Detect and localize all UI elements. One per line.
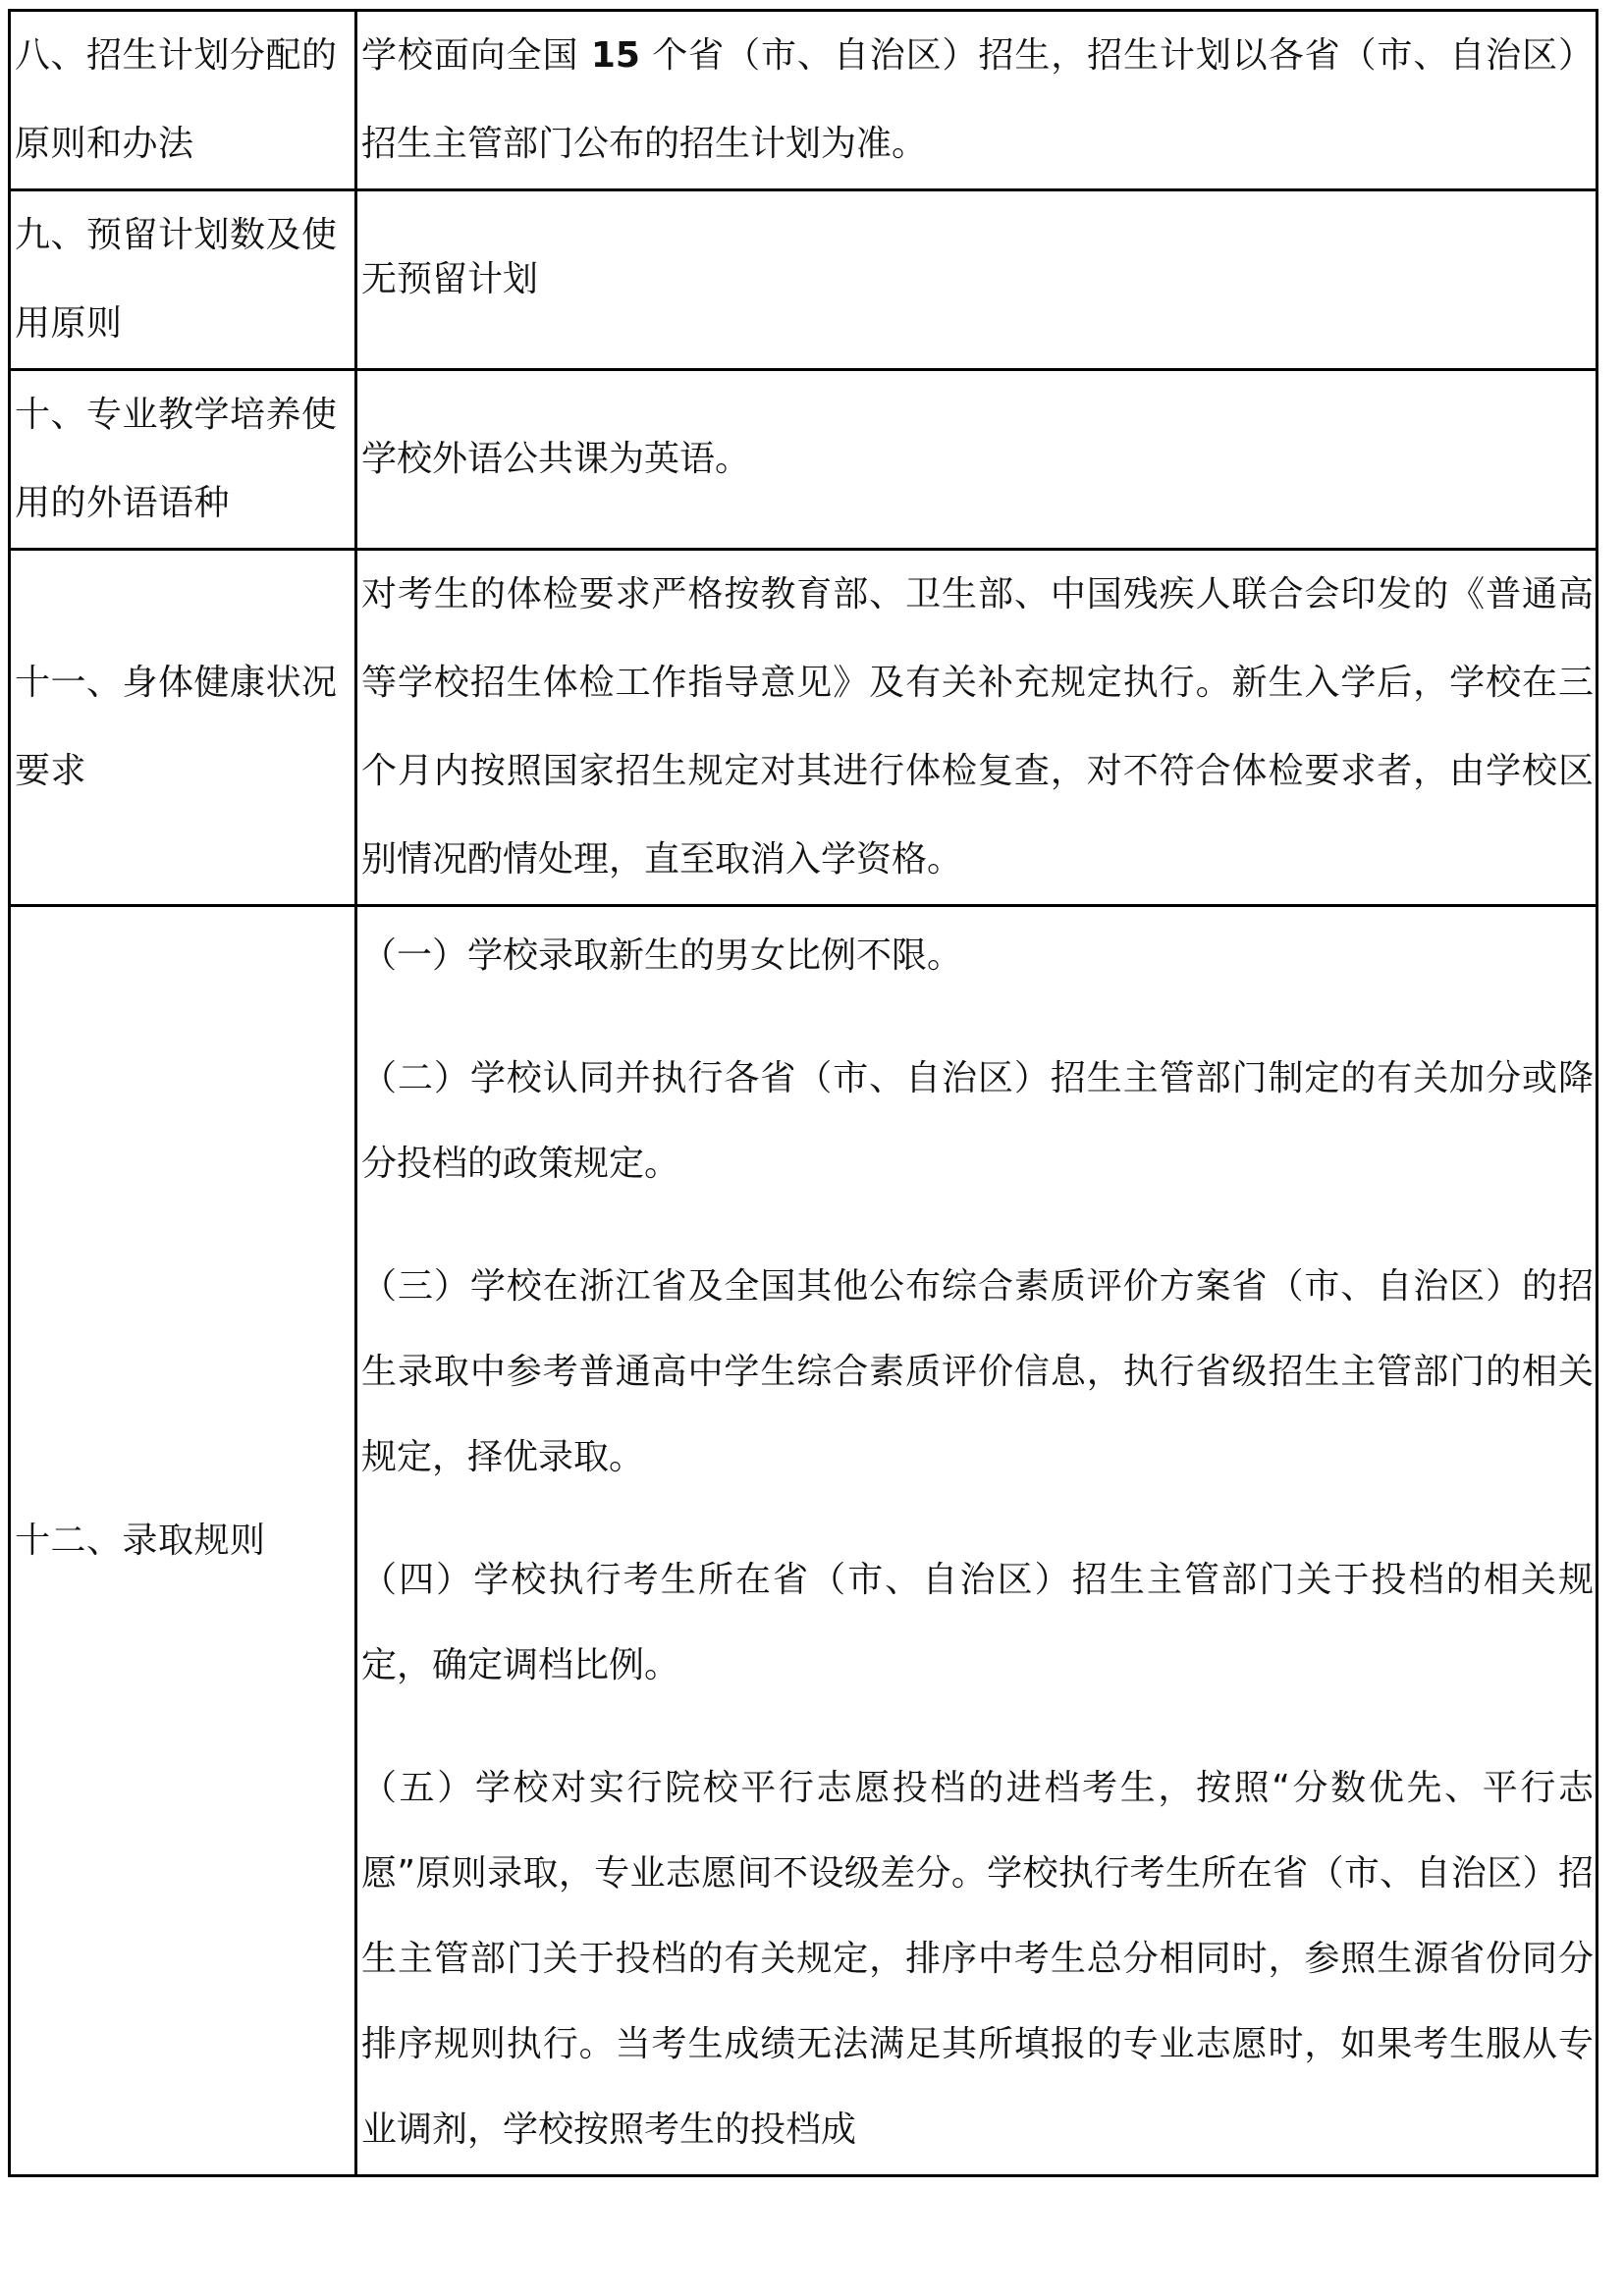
- province-count: 15: [590, 35, 640, 76]
- row-label: 九、预留计划数及使用原则: [10, 190, 356, 370]
- row-label: 十、专业教学培养使用的外语语种: [10, 370, 356, 550]
- rule-paragraph-1: （一）学校录取新生的男女比例不限。: [361, 935, 963, 976]
- rule-paragraph-5: （五）学校对实行院校平行志愿投档的进档考生，按照“分数优先、平行志愿”原则录取，专业志愿间不设级差分。学校执行考生所在省（市、自治区）招生主管部门关于投档的有关规定，排序中考生总分相同时，参照生源省份同分排序规则执行。当考生成绩无法满足其所填报的专业志愿时，如果考生服从专业调剂，学校按照考生的投档成: [361, 1768, 1594, 2150]
- row-label: 八、招生计划分配的原则和办法: [10, 11, 356, 190]
- row-label: 十二、录取规则: [10, 906, 356, 2176]
- admission-rules-table: [8, 9, 1598, 2177]
- row-content: [356, 906, 1597, 2176]
- content-text: 个省（市、自治区）招生，招生计划以各省（市、自治区）招生主管部门公布的招生计划为准。: [361, 35, 1594, 164]
- table-row-admission-rules: [10, 906, 1597, 2176]
- row-content: 无预留计划: [356, 190, 1597, 370]
- table-row-reserved-plan: [10, 190, 1597, 370]
- row-content: [356, 11, 1597, 190]
- row-content: 对考生的体检要求严格按教育部、卫生部、中国残疾人联合会印发的《普通高等学校招生体检工作指导意见》及有关补充规定执行。新生入学后，学校在三个月内按照国家招生规定对其进行体检复查，对不符合体检要求者，由学校区别情况酌情处理，直至取消入学资格。: [356, 550, 1597, 906]
- row-label: 十一、身体健康状况要求: [10, 550, 356, 906]
- table-row-foreign-language: [10, 370, 1597, 550]
- rule-paragraph-3: （三）学校在浙江省及全国其他公布综合素质评价方案省（市、自治区）的招生录取中参考普通高中学生综合素质评价信息，执行省级招生主管部门的相关规定，择优录取。: [361, 1266, 1594, 1477]
- rule-paragraph-4: （四）学校执行考生所在省（市、自治区）招生主管部门关于投档的相关规定，确定调档比例。: [361, 1560, 1594, 1685]
- content-text: 学校面向全国: [361, 35, 591, 76]
- table-row-health-requirements: [10, 550, 1597, 906]
- rule-paragraph-2: （二）学校认同并执行各省（市、自治区）招生主管部门制定的有关加分或降分投档的政策规定。: [361, 1058, 1594, 1184]
- row-content: 学校外语公共课为英语。: [356, 370, 1597, 550]
- table-row-enrollment-plan-allocation: [10, 11, 1597, 190]
